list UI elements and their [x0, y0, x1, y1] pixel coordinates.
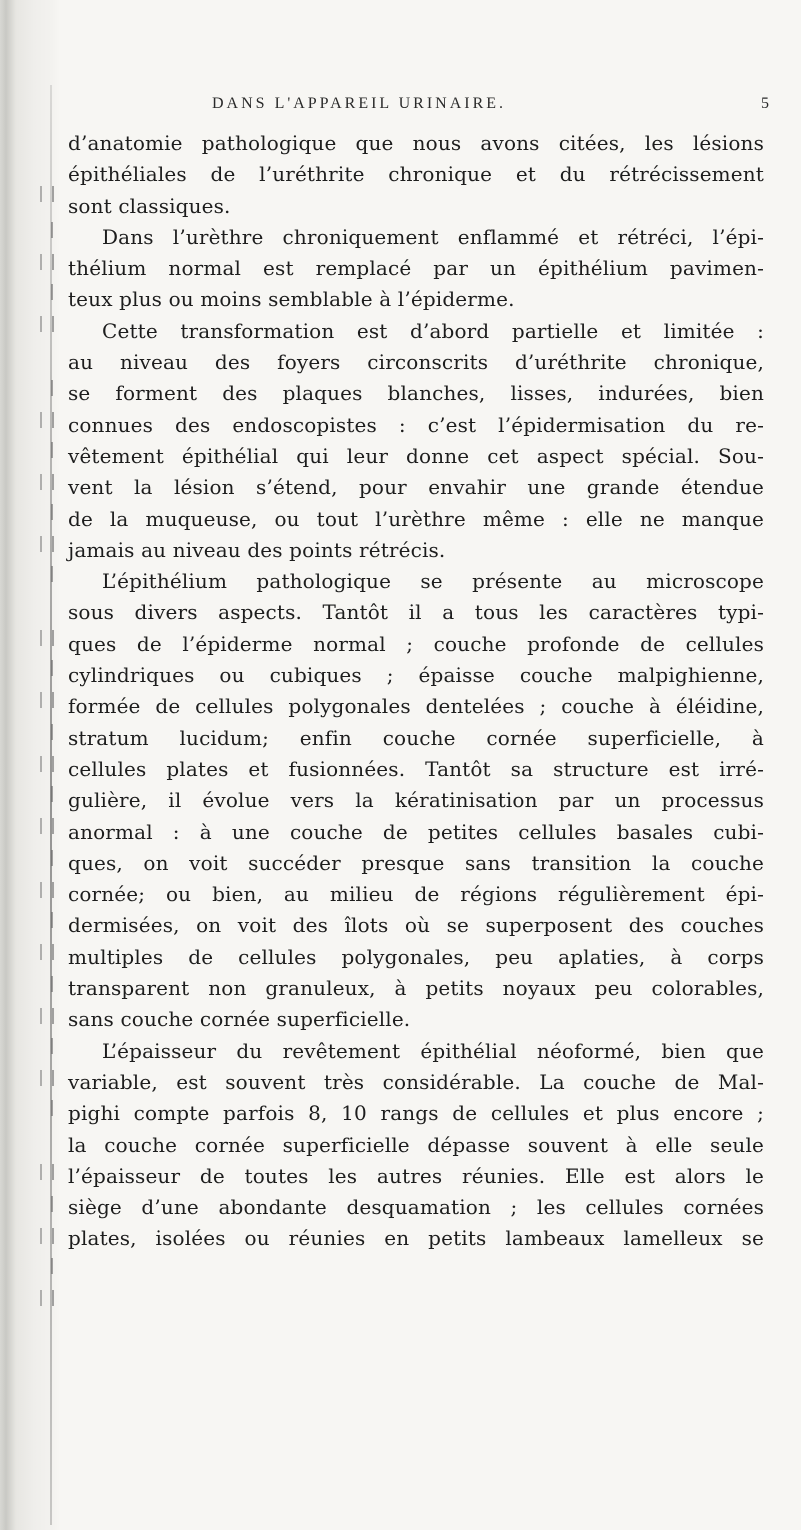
text-line: thélium normal est remplacé par un épithélium pavimen-	[68, 256, 764, 281]
gutter-mark	[40, 1164, 54, 1180]
gutter-mark	[36, 504, 53, 520]
gutter-mark	[36, 724, 53, 740]
gutter-mark	[36, 1100, 53, 1116]
text-line: Dans l’urèthre chroniquement enflammé et rétréci, l’épi-	[102, 224, 764, 249]
gutter-mark	[40, 1290, 54, 1306]
text-line: variable, est souvent très considérable. La couche de Mal-	[68, 1069, 764, 1094]
gutter-mark	[40, 254, 54, 270]
text-line: formée de cellules polygonales dentelées ; couche à éléidine,	[68, 694, 764, 719]
text-line: vent la lésion s’étend, pour envahir une grande étendue	[68, 475, 764, 500]
gutter-mark	[36, 442, 53, 458]
gutter-mark	[40, 186, 54, 202]
gutter-mark	[36, 660, 53, 676]
gutter-mark	[40, 944, 54, 960]
gutter-mark	[40, 818, 54, 834]
page-number: 5	[761, 95, 769, 112]
text-line: au niveau des foyers circonscrits d’uréthrite chronique,	[68, 350, 764, 375]
text-line: l’épaisseur de toutes les autres réunies. Elle est alors le	[68, 1163, 764, 1188]
gutter-mark	[36, 976, 53, 992]
gutter-mark	[40, 316, 54, 332]
gutter-mark	[40, 1228, 54, 1244]
gutter-mark	[36, 786, 53, 802]
text-line: multiples de cellules polygonales, peu aplaties, à corps	[68, 944, 764, 969]
gutter-mark	[40, 474, 54, 490]
text-line: sont classiques.	[68, 193, 231, 218]
text-line: de la muqueuse, ou tout l’urèthre même : elle ne manque	[68, 506, 764, 531]
text-line: ques de l’épiderme normal ; couche profonde de cellules	[68, 631, 764, 656]
gutter-mark	[36, 284, 53, 300]
text-line: cellules plates et fusionnées. Tantôt sa structure est irré-	[68, 756, 764, 781]
text-line: plates, isolées ou réunies en petits lambeaux lamelleux se	[68, 1226, 764, 1251]
running-head: DANS L'APPAREIL URINAIRE.	[212, 95, 507, 112]
gutter-mark	[40, 1008, 54, 1024]
text-line: d’anatomie pathologique que nous avons citées, les lésions	[68, 131, 764, 155]
gutter-mark	[40, 756, 54, 772]
text-line: cylindriques ou cubiques ; épaisse couche malpighienne,	[68, 663, 764, 688]
text-line: ques, on voit succéder presque sans transition la couche	[68, 850, 764, 875]
text-line: L’épaisseur du revêtement épithélial néoformé, bien que	[102, 1038, 764, 1063]
text-line: se forment des plaques blanches, lisses, indurées, bien	[68, 381, 764, 406]
body-text	[68, 128, 764, 1255]
text-line: cornée; ou bien, au milieu de régions régulièrement épi-	[68, 882, 764, 907]
text-line: vêtement épithélial qui leur donne cet aspect spécial. Sou-	[68, 443, 764, 468]
text-line: jamais au niveau des points rétrécis.	[68, 537, 446, 562]
gutter-mark	[40, 630, 54, 646]
text-line: gulière, il évolue vers la kératinisation par un processus	[68, 788, 764, 813]
gutter-mark	[36, 380, 53, 396]
text-line: dermisées, on voit des îlots où se superposent des couches	[68, 913, 764, 938]
gutter-mark	[36, 566, 53, 582]
gutter-mark	[36, 222, 53, 238]
gutter-mark	[36, 1038, 53, 1054]
text-line: transparent non granuleux, à petits noyaux peu colorables,	[68, 976, 764, 1001]
text-line: Cette transformation est d’abord partielle et limitée :	[102, 318, 764, 343]
text-line: teux plus ou moins semblable à l’épiderme.	[68, 287, 515, 312]
text-line: stratum lucidum; enfin couche cornée superficielle, à	[68, 725, 764, 750]
gutter-mark	[36, 1196, 53, 1212]
text-line: pighi compte parfois 8, 10 rangs de cellules et plus encore ;	[68, 1101, 764, 1126]
text-line: L’épithélium pathologique se présente au microscope	[102, 569, 764, 594]
binding-edge	[50, 85, 52, 1525]
gutter-mark	[36, 912, 53, 928]
gutter-mark	[40, 882, 54, 898]
text-line: connues des endoscopistes : c’est l’épidermisation du re-	[68, 412, 764, 437]
text-line: la couche cornée superficielle dépasse souvent à elle seule	[68, 1132, 764, 1157]
gutter-mark	[40, 536, 54, 552]
text-line: épithéliales de l’uréthrite chronique et du rétrécissement	[68, 162, 764, 187]
gutter-mark	[36, 850, 53, 866]
text-line: siège d’une abondante desquamation ; les cellules cornées	[68, 1195, 764, 1220]
text-line: anormal : à une couche de petites cellules basales cubi-	[68, 819, 764, 844]
gutter-mark	[40, 412, 54, 428]
text-line: sans couche cornée superficielle.	[68, 1007, 411, 1032]
gutter-mark	[36, 1258, 53, 1274]
gutter-mark	[40, 1070, 54, 1086]
gutter-mark	[40, 692, 54, 708]
text-line: sous divers aspects. Tantôt il a tous les caractères typi-	[68, 600, 764, 625]
